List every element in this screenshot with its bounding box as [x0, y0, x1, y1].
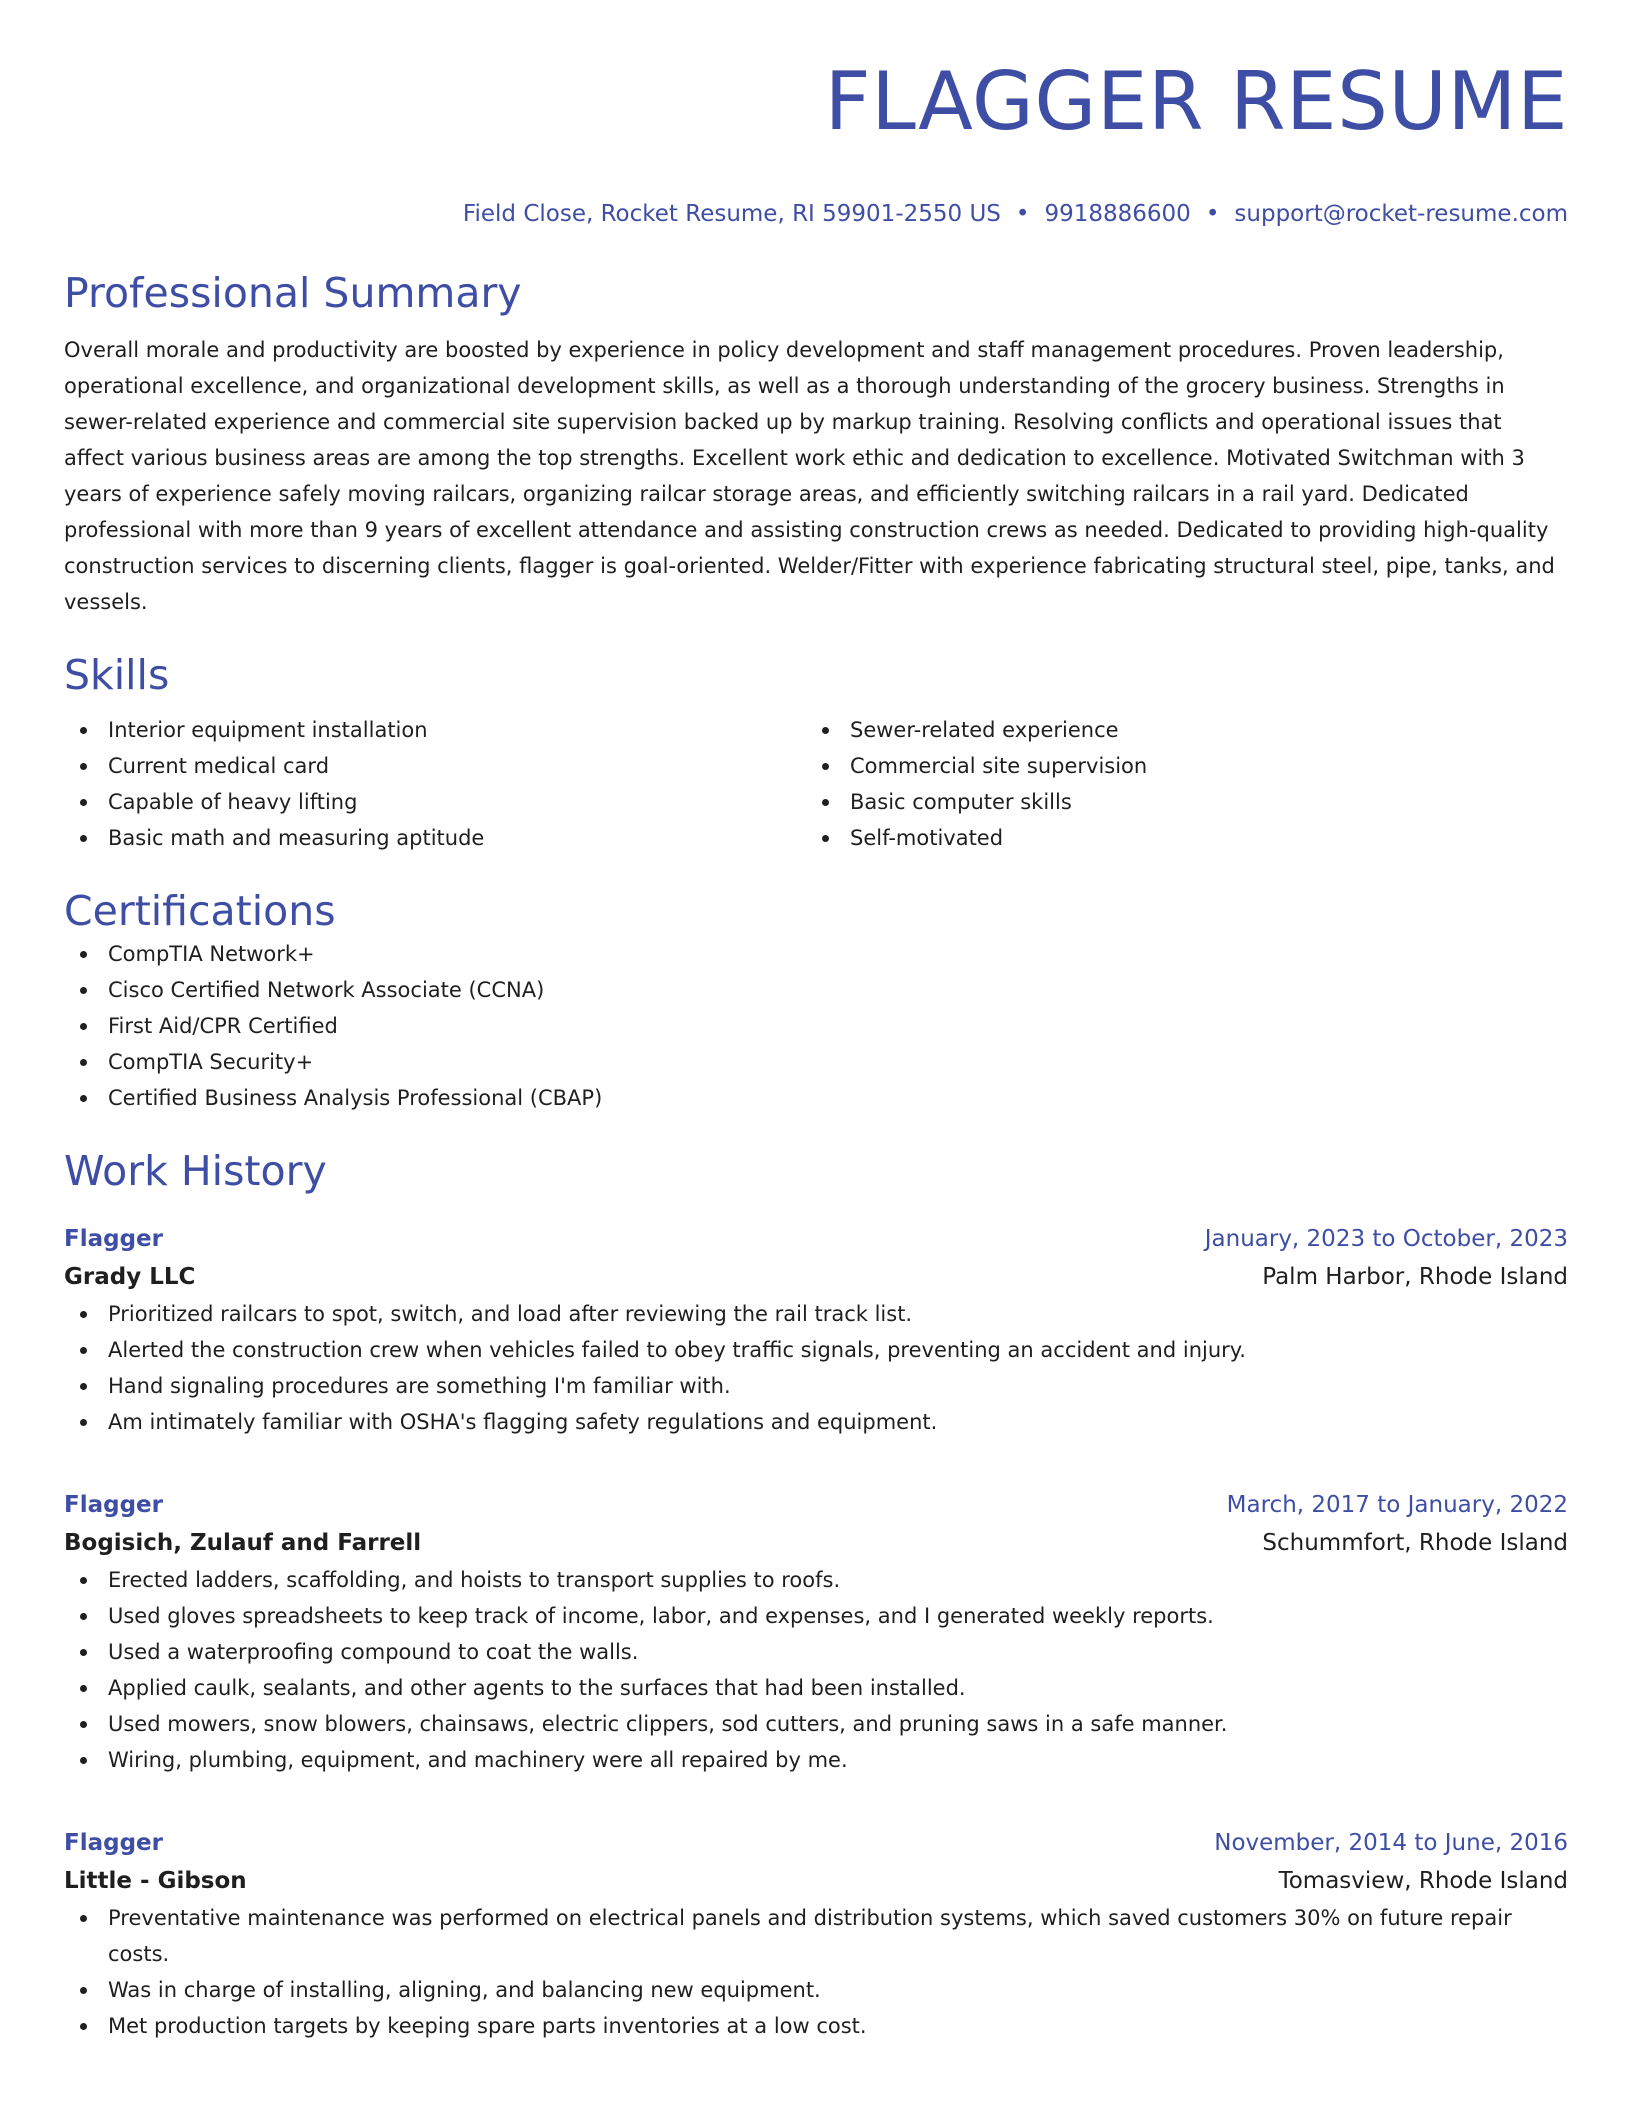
summary-text: Overall morale and productivity are boosted by experience in policy development and staff management procedures. Proven leadership, operational excellence, and organizational development skills, as well as a thorough understanding of the grocery business. Strengths in sewer-related experience and commercial site supervision backed up by markup training. Resolving conflicts and operational issues that affect various business areas are among the top strengths. Excellent work ethic and dedication to excellence. Motivated Switchman with 3 years of experience safely moving railcars, organizing railcar storage areas, and efficiently switching railcars in a rail yard. Dedicated professional with more than 9 years of excellent attendance and assisting construction crews as needed. Dedicated to providing high-quality construction services to discerning clients, flagger is goal-oriented. Welder/Fitter with experience fabricating structural steel, pipe, tanks, and vessels. [64, 338, 1555, 614]
job-bullet: Alerted the construction crew when vehicles failed to obey traffic signals, preventing an accident and injury. [64, 1332, 1568, 1368]
certification-item: Cisco Certified Network Associate (CCNA) [64, 972, 1568, 1008]
job-header-row [64, 1220, 1568, 1258]
job-bullet: Applied caulk, sealants, and other agents to the surfaces that had been installed. [64, 1670, 1568, 1706]
job-header-row [64, 1486, 1568, 1524]
job-bullet: Was in charge of installing, aligning, and balancing new equipment. [64, 1972, 1568, 2008]
skill-item: Basic computer skills [806, 784, 1548, 820]
skills-column-left [64, 712, 806, 856]
contact-separator: • [1015, 201, 1030, 227]
contact-email: support@rocket-resume.com [1234, 201, 1568, 227]
job-bullet: Preventative maintenance was performed on electrical panels and distribution systems, which saved customers 30% on future repair costs. [64, 1900, 1568, 1972]
summary-heading: Professional Summary [64, 269, 522, 317]
job-company-row [64, 1862, 1568, 1900]
contact-address: Field Close, Rocket Resume, RI 59901-2550 US [462, 201, 1001, 227]
job-header-row [64, 1824, 1568, 1862]
job-dates: January, 2023 to October, 2023 [1204, 1226, 1568, 1252]
certification-item: Certified Business Analysis Professional (CBAP) [64, 1080, 1568, 1116]
certifications-list [64, 936, 1568, 1116]
job-bullet: Used mowers, snow blowers, chainsaws, electric clippers, sod cutters, and pruning saws in a safe manner. [64, 1706, 1568, 1742]
contact-line [64, 198, 1568, 230]
job-bullet: Used gloves spreadsheets to keep track of income, labor, and expenses, and I generated weekly reports. [64, 1598, 1568, 1634]
job-title: Flagger [64, 1226, 163, 1252]
job-bullets [64, 1296, 1568, 1440]
work-history-heading: Work History [64, 1147, 327, 1195]
skills-list-left [64, 712, 806, 856]
job-bullet: Used a waterproofing compound to coat the walls. [64, 1634, 1568, 1670]
job-company-row [64, 1524, 1568, 1562]
certification-item: CompTIA Network+ [64, 936, 1568, 972]
skills-column-right [806, 712, 1548, 856]
skill-item: Capable of heavy lifting [64, 784, 806, 820]
job-title: Flagger [64, 1830, 163, 1856]
certifications-heading: Certifications [64, 887, 336, 935]
job-bullet: Prioritized railcars to spot, switch, and load after reviewing the rail track list. [64, 1296, 1568, 1332]
job-bullet: Erected ladders, scaffolding, and hoists to transport supplies to roofs. [64, 1562, 1568, 1598]
job-bullet: Met production targets by keeping spare parts inventories at a low cost. [64, 2008, 1568, 2044]
skills-list-right [806, 712, 1548, 856]
job-bullets [64, 1562, 1568, 1778]
resume-header [64, 0, 1568, 230]
job-entry [64, 1486, 1568, 1778]
skill-item: Current medical card [64, 748, 806, 784]
skill-item: Interior equipment installation [64, 712, 806, 748]
job-entry [64, 1220, 1568, 1440]
job-company: Bogisich, Zulauf and Farrell [64, 1530, 422, 1556]
skills-heading: Skills [64, 651, 170, 699]
resume-name: FLAGGER RESUME [824, 55, 1568, 148]
skill-item: Basic math and measuring aptitude [64, 820, 806, 856]
job-company: Grady LLC [64, 1264, 196, 1290]
certification-item: First Aid/CPR Certified [64, 1008, 1568, 1044]
skills-columns [64, 712, 1568, 856]
job-dates: November, 2014 to June, 2016 [1214, 1830, 1568, 1856]
skill-item: Commercial site supervision [806, 748, 1548, 784]
job-entry [64, 1824, 1568, 2044]
skill-item: Sewer-related experience [806, 712, 1548, 748]
job-bullet: Wiring, plumbing, equipment, and machinery were all repaired by me. [64, 1742, 1568, 1778]
job-location: Palm Harbor, Rhode Island [1262, 1264, 1568, 1290]
job-bullet: Hand signaling procedures are something I'm familiar with. [64, 1368, 1568, 1404]
job-bullet: Am intimately familiar with OSHA's flagging safety regulations and equipment. [64, 1404, 1568, 1440]
job-bullets [64, 1900, 1568, 2044]
job-title: Flagger [64, 1492, 163, 1518]
job-company-row [64, 1258, 1568, 1296]
contact-separator: • [1205, 201, 1220, 227]
skill-item: Self-motivated [806, 820, 1548, 856]
resume-page [64, 0, 1568, 2044]
job-company: Little - Gibson [64, 1868, 247, 1894]
job-location: Tomasview, Rhode Island [1278, 1868, 1568, 1894]
job-dates: March, 2017 to January, 2022 [1226, 1492, 1568, 1518]
contact-phone: 9918886600 [1044, 201, 1191, 227]
certification-item: CompTIA Security+ [64, 1044, 1568, 1080]
job-location: Schummfort, Rhode Island [1262, 1530, 1568, 1556]
